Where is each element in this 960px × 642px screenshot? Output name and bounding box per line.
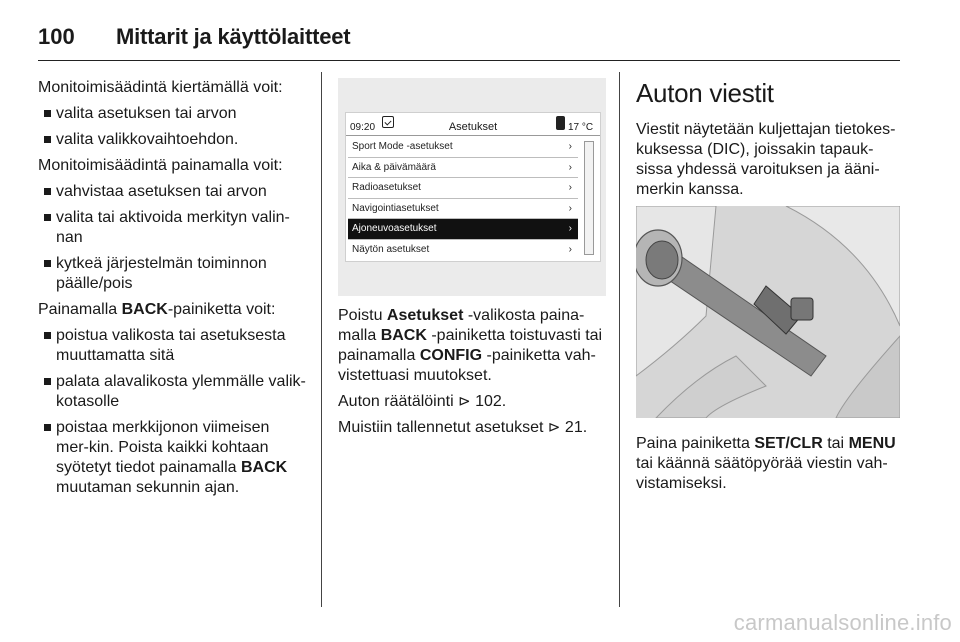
column-2 (338, 78, 606, 444)
display-scrollbar (584, 141, 594, 255)
list-item: valita tai aktivoida merkityn valin-nan (38, 208, 306, 248)
bullet-icon (44, 188, 51, 195)
display-status-bar (346, 113, 600, 136)
column-3 (636, 78, 900, 500)
thermometer-icon (556, 116, 565, 130)
lever-illustration-svg (636, 206, 900, 418)
bullet-icon (44, 332, 51, 339)
chevron-right-icon: › (568, 182, 572, 193)
chevron-right-icon: › (568, 141, 572, 152)
column-1 (38, 78, 306, 504)
display-menu-item: Navigointiasetukset › (348, 199, 578, 220)
chevron-right-icon: › (568, 202, 572, 214)
list-back (38, 326, 306, 498)
page-number: 100 (38, 24, 75, 49)
page-reference-icon: ⊳ (458, 393, 471, 410)
chevron-right-icon: › (568, 243, 572, 255)
bullet-icon (44, 424, 51, 431)
bullet-icon (44, 136, 51, 143)
display-temperature: 17 °C (568, 122, 594, 133)
display-menu (348, 137, 578, 259)
display-menu-item: Radioasetukset › (348, 178, 578, 199)
list-press (38, 182, 306, 294)
list-item: palata alavalikosta ylemmälle valik-kotasolle (38, 372, 306, 412)
list-item: vahvistaa asetuksen tai arvon (38, 182, 306, 202)
paragraph-exit: Poistu Asetukset -valikosta paina-malla BACK -painiketta toistuvasti tai painamalla CONFIG -painiketta vah-vistettuasi muutokset. (338, 307, 603, 384)
chevron-right-icon: › (568, 223, 572, 234)
display-menu-item: Näytön asetukset › (348, 240, 578, 260)
column-divider-right (619, 72, 620, 607)
paragraph-rotate: Monitoimisäädintä kiertämällä voit: (38, 79, 283, 96)
display-menu-item: Sport Mode -asetukset › (348, 137, 578, 158)
list-rotate (38, 104, 306, 150)
list-item: valita valikkovaihtoehdon. (38, 130, 306, 150)
list-item: poistua valikosta tai asetuksesta muuttamatta sitä (38, 326, 306, 366)
page-reference-icon: ⊳ (547, 419, 561, 436)
section-heading: Auton viestit (636, 78, 774, 108)
chevron-right-icon: › (568, 161, 572, 173)
paragraph-press: Monitoimisäädintä painamalla voit: (38, 157, 283, 174)
column-divider-left (321, 72, 322, 607)
bullet-icon (44, 214, 51, 221)
display-menu-item-selected: Ajoneuvoasetukset › (348, 219, 578, 240)
paragraph-confirm: Paina painiketta SET/CLR tai MENU tai käännä säätöpyörää viestin vah-vistamiseksi. (636, 435, 896, 492)
page-title: Mittarit ja käyttölaitteet (116, 24, 351, 49)
display-time: 09:20 (350, 122, 376, 133)
bullet-icon (44, 260, 51, 267)
paragraph-back: Painamalla BACK-painiketta voit: (38, 301, 276, 318)
reference-memory[interactable]: Muistiin tallennetut asetukset ⊳ 21. (338, 419, 588, 436)
info-display (345, 112, 601, 262)
settings-display-illustration (338, 78, 606, 296)
display-title: Asetukset (448, 121, 498, 133)
list-item: poistaa merkkijonon viimeisen mer-kin. Poista kaikki kohtaan syötetyt tiedot painamalla BACK muutaman sekunnin ajan. (38, 418, 306, 498)
display-menu-item: Aika & päivämäärä › (348, 158, 578, 179)
bullet-icon (44, 378, 51, 385)
paragraph-messages: Viestit näytetään kuljettajan tietokes-kuksessa (DIC), joissakin tapauk-sissa yhdessä varoituksen ja ääni-merkin kanssa. (636, 121, 896, 198)
turn-signal-lever-illustration (636, 206, 900, 418)
list-item: valita asetuksen tai arvon (38, 104, 306, 124)
list-item: kytkeä järjestelmän toiminnon päälle/pois (38, 254, 306, 294)
watermark: carmanualsonline.info (733, 610, 952, 635)
bullet-icon (44, 110, 51, 117)
page-header (38, 14, 900, 61)
reference-customization[interactable]: Auton räätälöinti ⊳ 102. (338, 393, 507, 410)
